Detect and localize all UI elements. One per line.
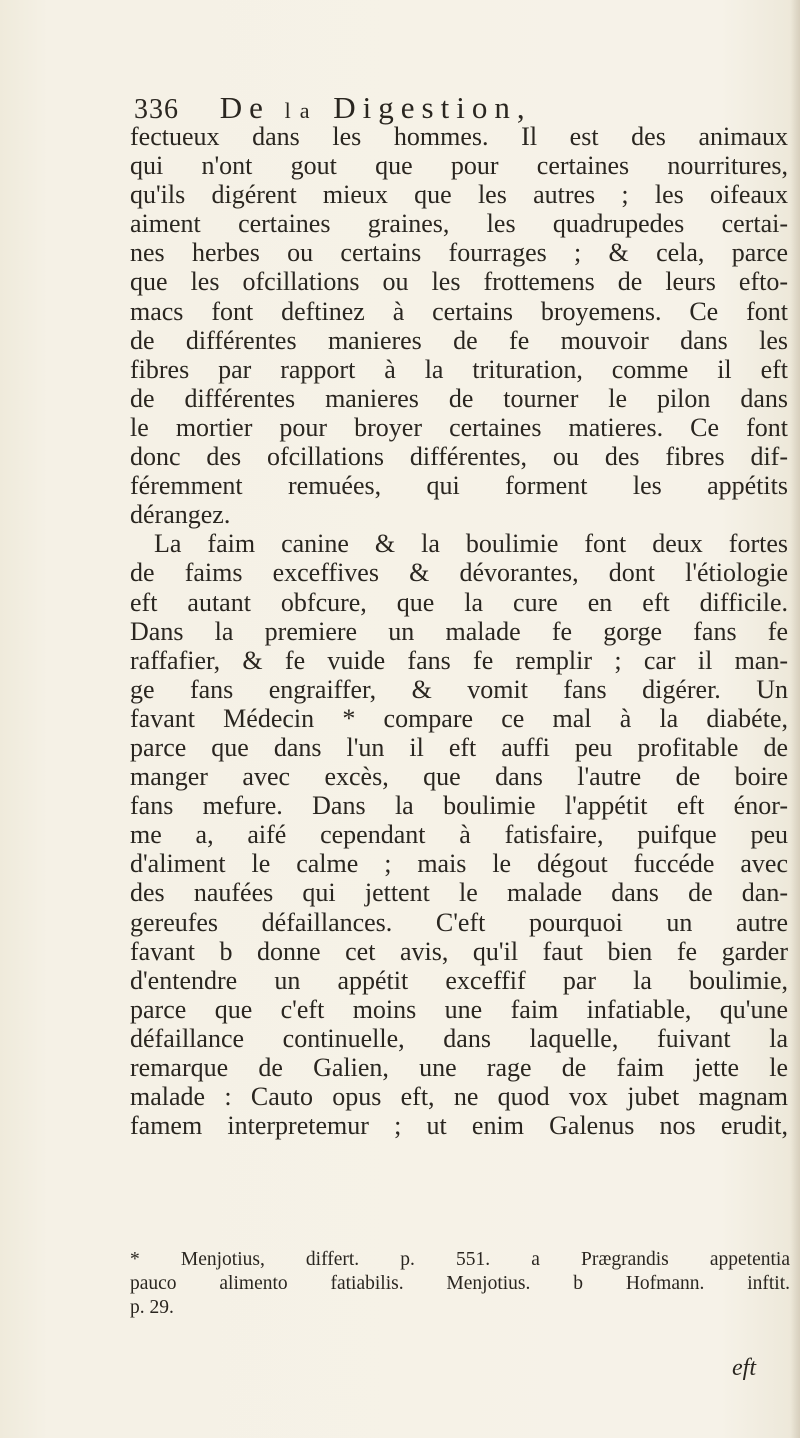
footnote-line: p. 29. [130, 1297, 174, 1318]
footnote-line: * Menjotius, differt. p. 551. a Prægrandis appetentia [130, 1249, 790, 1270]
text-line: famem interpretemur ; ut enim Galenus nos erudit, [130, 1111, 788, 1141]
text-line: qu'ils digérent mieux que les autres ; les oifeaux [130, 180, 788, 210]
text-line: donc des ofcillations différentes, ou des fibres dif- [130, 442, 788, 472]
header-word-la: la [284, 98, 319, 123]
text-line: eft autant obfcure, que la cure en eft difficile. [130, 587, 788, 617]
text-line: malade : Cauto opus eft, ne quod vox jubet magnam [130, 1082, 788, 1112]
header-word-digestion: Digestion, [333, 90, 532, 125]
text-line: que les ofcillations ou les frottemens de leurs efto- [130, 267, 788, 297]
text-line: La faim canine & la boulimie font deux fortes [154, 529, 788, 559]
catchword: eft [732, 1355, 756, 1381]
text-line: fectueux dans les hommes. Il est des animaux [130, 122, 788, 151]
text-line: nes herbes ou certains fourrages ; & cela, parce [130, 238, 788, 268]
text-line: défaillance continuelle, dans laquelle, fuivant la [130, 1023, 788, 1053]
page-number: 336 [134, 94, 179, 125]
text-line: parce que dans l'un il eft auffi peu profitable de [130, 732, 788, 762]
text-line: raffafier, & fe vuide fans fe remplir ; car il man- [130, 645, 788, 675]
text-line: favant b donne cet avis, qu'il faut bien fe garder [130, 936, 788, 966]
header-word-de: De [219, 90, 270, 125]
text-line: féremment remuées, qui forment les appétits [130, 471, 788, 501]
text-line: Dans la premiere un malade fe gorge fans fe [130, 616, 788, 646]
text-line: me a, aifé cependant à fatisfaire, puifque peu [130, 820, 788, 850]
text-line: des naufées qui jettent le malade dans de dan- [130, 878, 788, 908]
text-line: d'entendre un appétit exceffif par la boulimie, [130, 965, 788, 995]
text-line: d'aliment le calme ; mais le dégout fuccéde avec [130, 849, 788, 879]
footnote-line: pauco alimento fatiabilis. Menjotius. b Hofmann. inftit. [130, 1273, 790, 1294]
text-line: aiment certaines graines, les quadrupedes certai- [130, 209, 788, 239]
page-edge [790, 0, 800, 1438]
footnotes [130, 1248, 790, 1320]
text-line: fans mefure. Dans la boulimie l'appétit eft énor- [130, 791, 788, 821]
text-line: manger avec excès, que dans l'autre de boire [130, 762, 788, 792]
text-line: dérangez. [130, 500, 231, 530]
body-text [130, 122, 788, 1140]
text-line: de faims exceffives & dévorantes, dont l'étiologie [130, 558, 788, 588]
text-line: parce que c'eft moins une faim infatiable, qu'une [130, 994, 788, 1024]
text-line: de différentes manieres de fe mouvoir dans les [130, 325, 788, 355]
text-line: macs font deftinez à certains broyemens. Ce font [130, 296, 788, 326]
text-line: ge fans engraiffer, & vomit fans digérer. Un [130, 674, 788, 704]
text-line: favant Médecin * compare ce mal à la diabéte, [130, 703, 788, 733]
text-line: gereufes défaillances. C'eft pourquoi un autre [130, 907, 788, 937]
text-line: fibres par rapport à la trituration, comme il eft [130, 354, 788, 384]
text-line: de différentes manieres de tourner le pilon dans [130, 383, 788, 413]
text-line: le mortier pour broyer certaines matieres. Ce font [130, 412, 788, 442]
text-line: remarque de Galien, une rage de faim jette le [130, 1053, 788, 1082]
text-line: qui n'ont gout que pour certaines nourritures, [130, 151, 788, 181]
